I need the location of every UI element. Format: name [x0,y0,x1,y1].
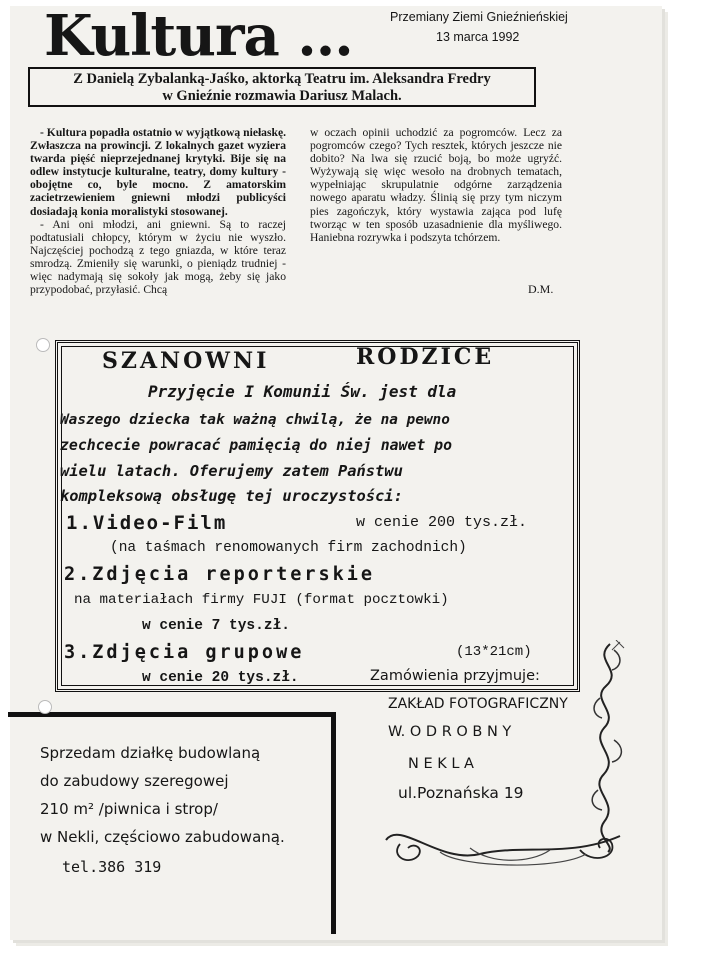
interview-answer-part-2: w oczach opinii uchodzić za pogromców. Lecz za pogromców czego? Tych resztek, których jeszcze nie dobito? Na lwa się rzucić boją, bo może ugryźć. Wyżywają się więc wesoło na drobnych tematach, wypełniając skrupulatnie odgórne zarządzenia nowego aparatu władzy. Ślinią się przy tym niczym pies zagończyk, który wystawia zająca pod lufę tworząc w ten sposób uzasadnienie dla myśliwego. Haniebna rozrywka i podszyta tchórzem. [310,126,562,244]
classified-line-2: do zabudowy szeregowej [40,772,229,790]
ad-item-3-label: 3.Zdjęcia grupowe [64,642,305,663]
ad-item-3-price: w cenie 20 tys.zł. [142,670,299,686]
interview-column-left [30,126,286,296]
ad-item-1-label: 1.Video-Film [66,512,228,534]
studio-address: ul.Poznańska 19 [398,784,524,802]
interview-question: - Kultura popadła ostatnio w wyjątkową niełaskę. Zwłaszcza na prowincji. Z lokalnych gazet wyziera twarda pięść nieprzejednanej krytyki. Bije się na odlew instytucje kulturalne, teatry, domy kultury - obojętne co, byle mocno. Z amatorskim zacietrzewieniem gniewni młodzi publicyści dosiadają konia moralistyki stosowanej. [30,126,286,218]
ad-item-1-price: w cenie 200 tys.zł. [356,514,528,531]
ad-text-line-5: kompleksową obsługę tej uroczystości: [60,487,403,505]
ad-item-1-note: (na taśmach renomowanych firm zachodnich) [110,540,467,556]
article-signature: D.M. [528,282,554,296]
interview-intro-box [28,67,536,107]
ad-title-right: RODZICE [356,344,495,370]
publication-date: 13 marca 1992 [436,30,520,44]
studio-name: ZAKŁAD FOTOGRAFICZNY [388,696,568,712]
ad-item-2-label: 2.Zdjęcia reporterskie [64,564,376,585]
intro-line-1: Z Danielą Zybalanką-Jaśko, aktorką Teatru im. Aleksandra Fredry [73,71,491,87]
ad-orders-label: Zamówienia przyjmuje: [370,668,540,684]
ad-text-line-4: wielu latach. Oferujemy zatem Państwu [60,462,403,480]
ad-text-line-1: Przyjęcie I Komunii Św. jest dla [148,382,457,401]
ad-text-line-3: zechcecie powracać pamięcią do niej nawet po [60,437,452,454]
punch-hole-top [36,338,50,352]
classified-line-1: Sprzedam działkę budowlaną [40,744,261,762]
interview-answer-part-1: - Ani oni młodzi, ani gniewni. Są to raczej podtatusiali chłopcy, którym w życiu nie wyszło. Najczęściej pochodzą z tego gniazda, w które teraz smrodzą. Zmieniły się warunki, o pieniądz trudniej - więc nadymają się sokoły jak mogą, żeby się jako przypodobać, przyłasić. Chcą [30,217,286,297]
ad-item-2-note: na materiałach firmy FUJI (format pocztowki) [74,592,449,608]
classified-line-3: 210 m² /piwnica i strop/ [40,800,218,818]
source-publication: Przemiany Ziemi Gnieźnieńskiej [390,10,568,24]
classified-phone: tel.386 319 [62,858,162,876]
intro-line-2: w Gnieźnie rozmawia Dariusz Malach. [162,88,402,104]
ornament-bottom-scroll [380,800,630,872]
horizontal-divider [8,712,334,717]
ad-item-3-size: (13*21cm) [456,644,532,660]
ad-item-2-price: w cenie 7 tys.zł. [142,618,290,634]
masthead-title: Kultura ... [44,3,353,69]
classified-line-4: w Nekli, częściowo zabudowaną. [40,828,285,846]
interview-column-right [310,126,562,244]
vertical-divider [331,712,336,934]
ad-text-line-2: Waszego dziecka tak ważną chwilą, że na pewno [60,412,450,428]
punch-hole-bottom [38,700,52,714]
studio-town: N E K L A [408,756,474,772]
studio-owner: W. O D R O B N Y [388,724,512,740]
ad-title-left: SZANOWNI [102,348,270,374]
